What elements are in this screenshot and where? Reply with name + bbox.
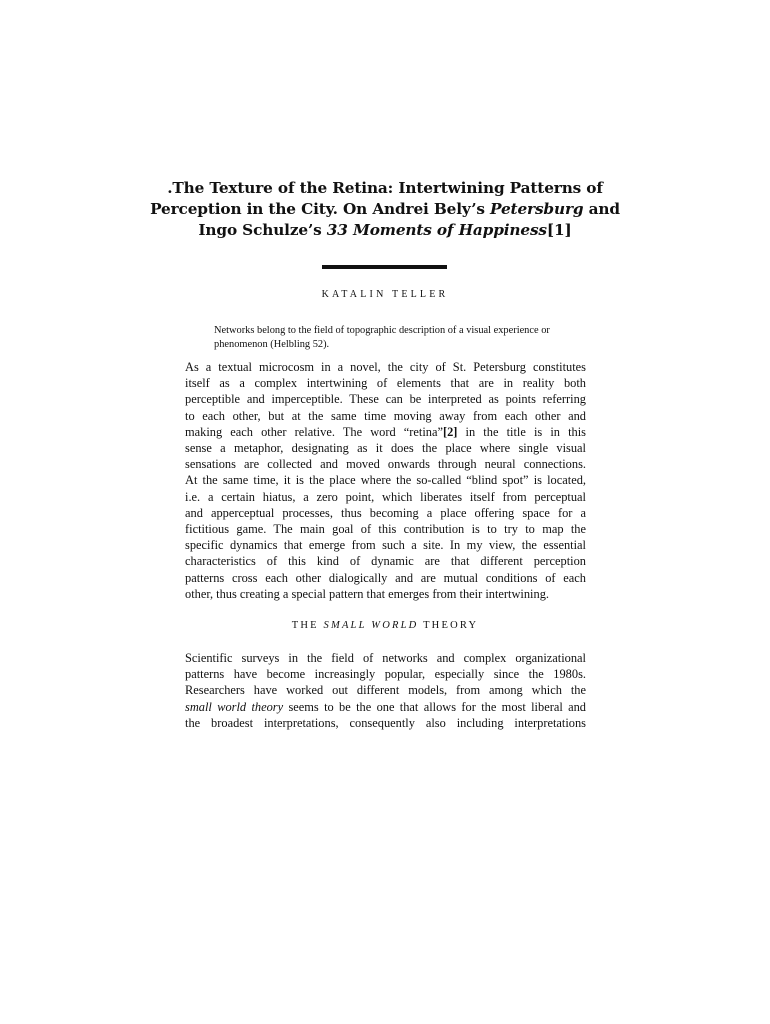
paragraph-italic: small world theory [185, 699, 284, 714]
section-heading [185, 620, 585, 631]
paragraph-line: i.e. a certain hiatus, a zero point, which liberates itself from perceptual [185, 489, 586, 504]
paragraph-line: Researchers have worked out different models, from among which the [185, 683, 586, 698]
paragraph-line: As a textual microcosm in a novel, the city of St. Petersburg constitutes [185, 360, 586, 374]
paragraph-line: perceptible and imperceptible. These can be interpreted as points referring [185, 392, 586, 407]
paragraph-line: fictitious game. The main goal of this contribution is to try to map the [185, 522, 586, 537]
title-italic: 33 Moments of Happiness [326, 221, 547, 239]
paragraph-text: in the title is in this [457, 424, 586, 439]
paragraph-text: seems to be the one that allows for the most liberal and [283, 699, 586, 714]
paragraph-line: sense a metaphor, designating as it does the place where single visual [185, 441, 586, 456]
title-line: .The Texture of the Retina: Intertwining Patterns of [167, 179, 603, 197]
body-paragraph [185, 650, 586, 731]
body-paragraph [185, 359, 586, 602]
paragraph-line: the broadest interpretations, consequently also including interpretations [185, 715, 586, 730]
paragraph-line: to each other, but at the same time moving away from each other and [185, 408, 586, 423]
paragraph-line: and apperceptual processes, thus becoming a place offering space for a [185, 505, 586, 520]
author-name: KATALIN TELLER [321, 289, 449, 300]
title-text: Perception in the City. On Andrei Bely’s [150, 200, 491, 218]
title-text: Ingo Schulze’s [198, 221, 327, 239]
paragraph-line: other, thus creating a special pattern that emerges from their intertwining. [185, 586, 549, 601]
paragraph-line: sensations are collected and moved onwards through neural connections. [185, 457, 586, 472]
article-title [150, 178, 620, 241]
title-divider [322, 265, 447, 269]
paragraph-line: characteristics of this kind of dynamic are that different perception [185, 554, 586, 569]
title-text: and [583, 200, 620, 218]
epigraph-line: phenomenon (Helbling 52). [214, 338, 330, 350]
heading-text: THE [291, 620, 324, 631]
heading-text: THEORY [418, 620, 479, 631]
footnote-ref[interactable]: [2] [442, 424, 458, 439]
paragraph-line [185, 424, 586, 440]
paragraph-line: At the same time, it is the place where the so-called “blind spot” is located, [185, 473, 586, 488]
epigraph-line: Networks belong to the field of topographic description of a visual experience or [214, 325, 550, 336]
paragraph-line: patterns have become increasingly popular, especially since the 1980s. [185, 667, 586, 682]
footnote-ref[interactable]: [1] [546, 221, 572, 239]
paragraph-line: Scientific surveys in the field of networks and complex organizational [185, 651, 586, 665]
title-line [150, 220, 620, 241]
paragraph-line: patterns cross each other dialogically and are mutual conditions of each [185, 570, 586, 585]
paragraph-line [185, 699, 586, 715]
paragraph-line: specific dynamics that emerge from such a site. In my view, the essential [185, 538, 586, 553]
title-italic: Petersburg [490, 200, 584, 218]
epigraph [214, 324, 594, 351]
paragraph-text: making each other relative. The word “retina” [185, 424, 443, 439]
title-line [150, 199, 620, 220]
paragraph-line: itself as a complex intertwining of elements that are in reality both [185, 376, 586, 391]
heading-italic: SMALL WORLD [323, 620, 419, 631]
